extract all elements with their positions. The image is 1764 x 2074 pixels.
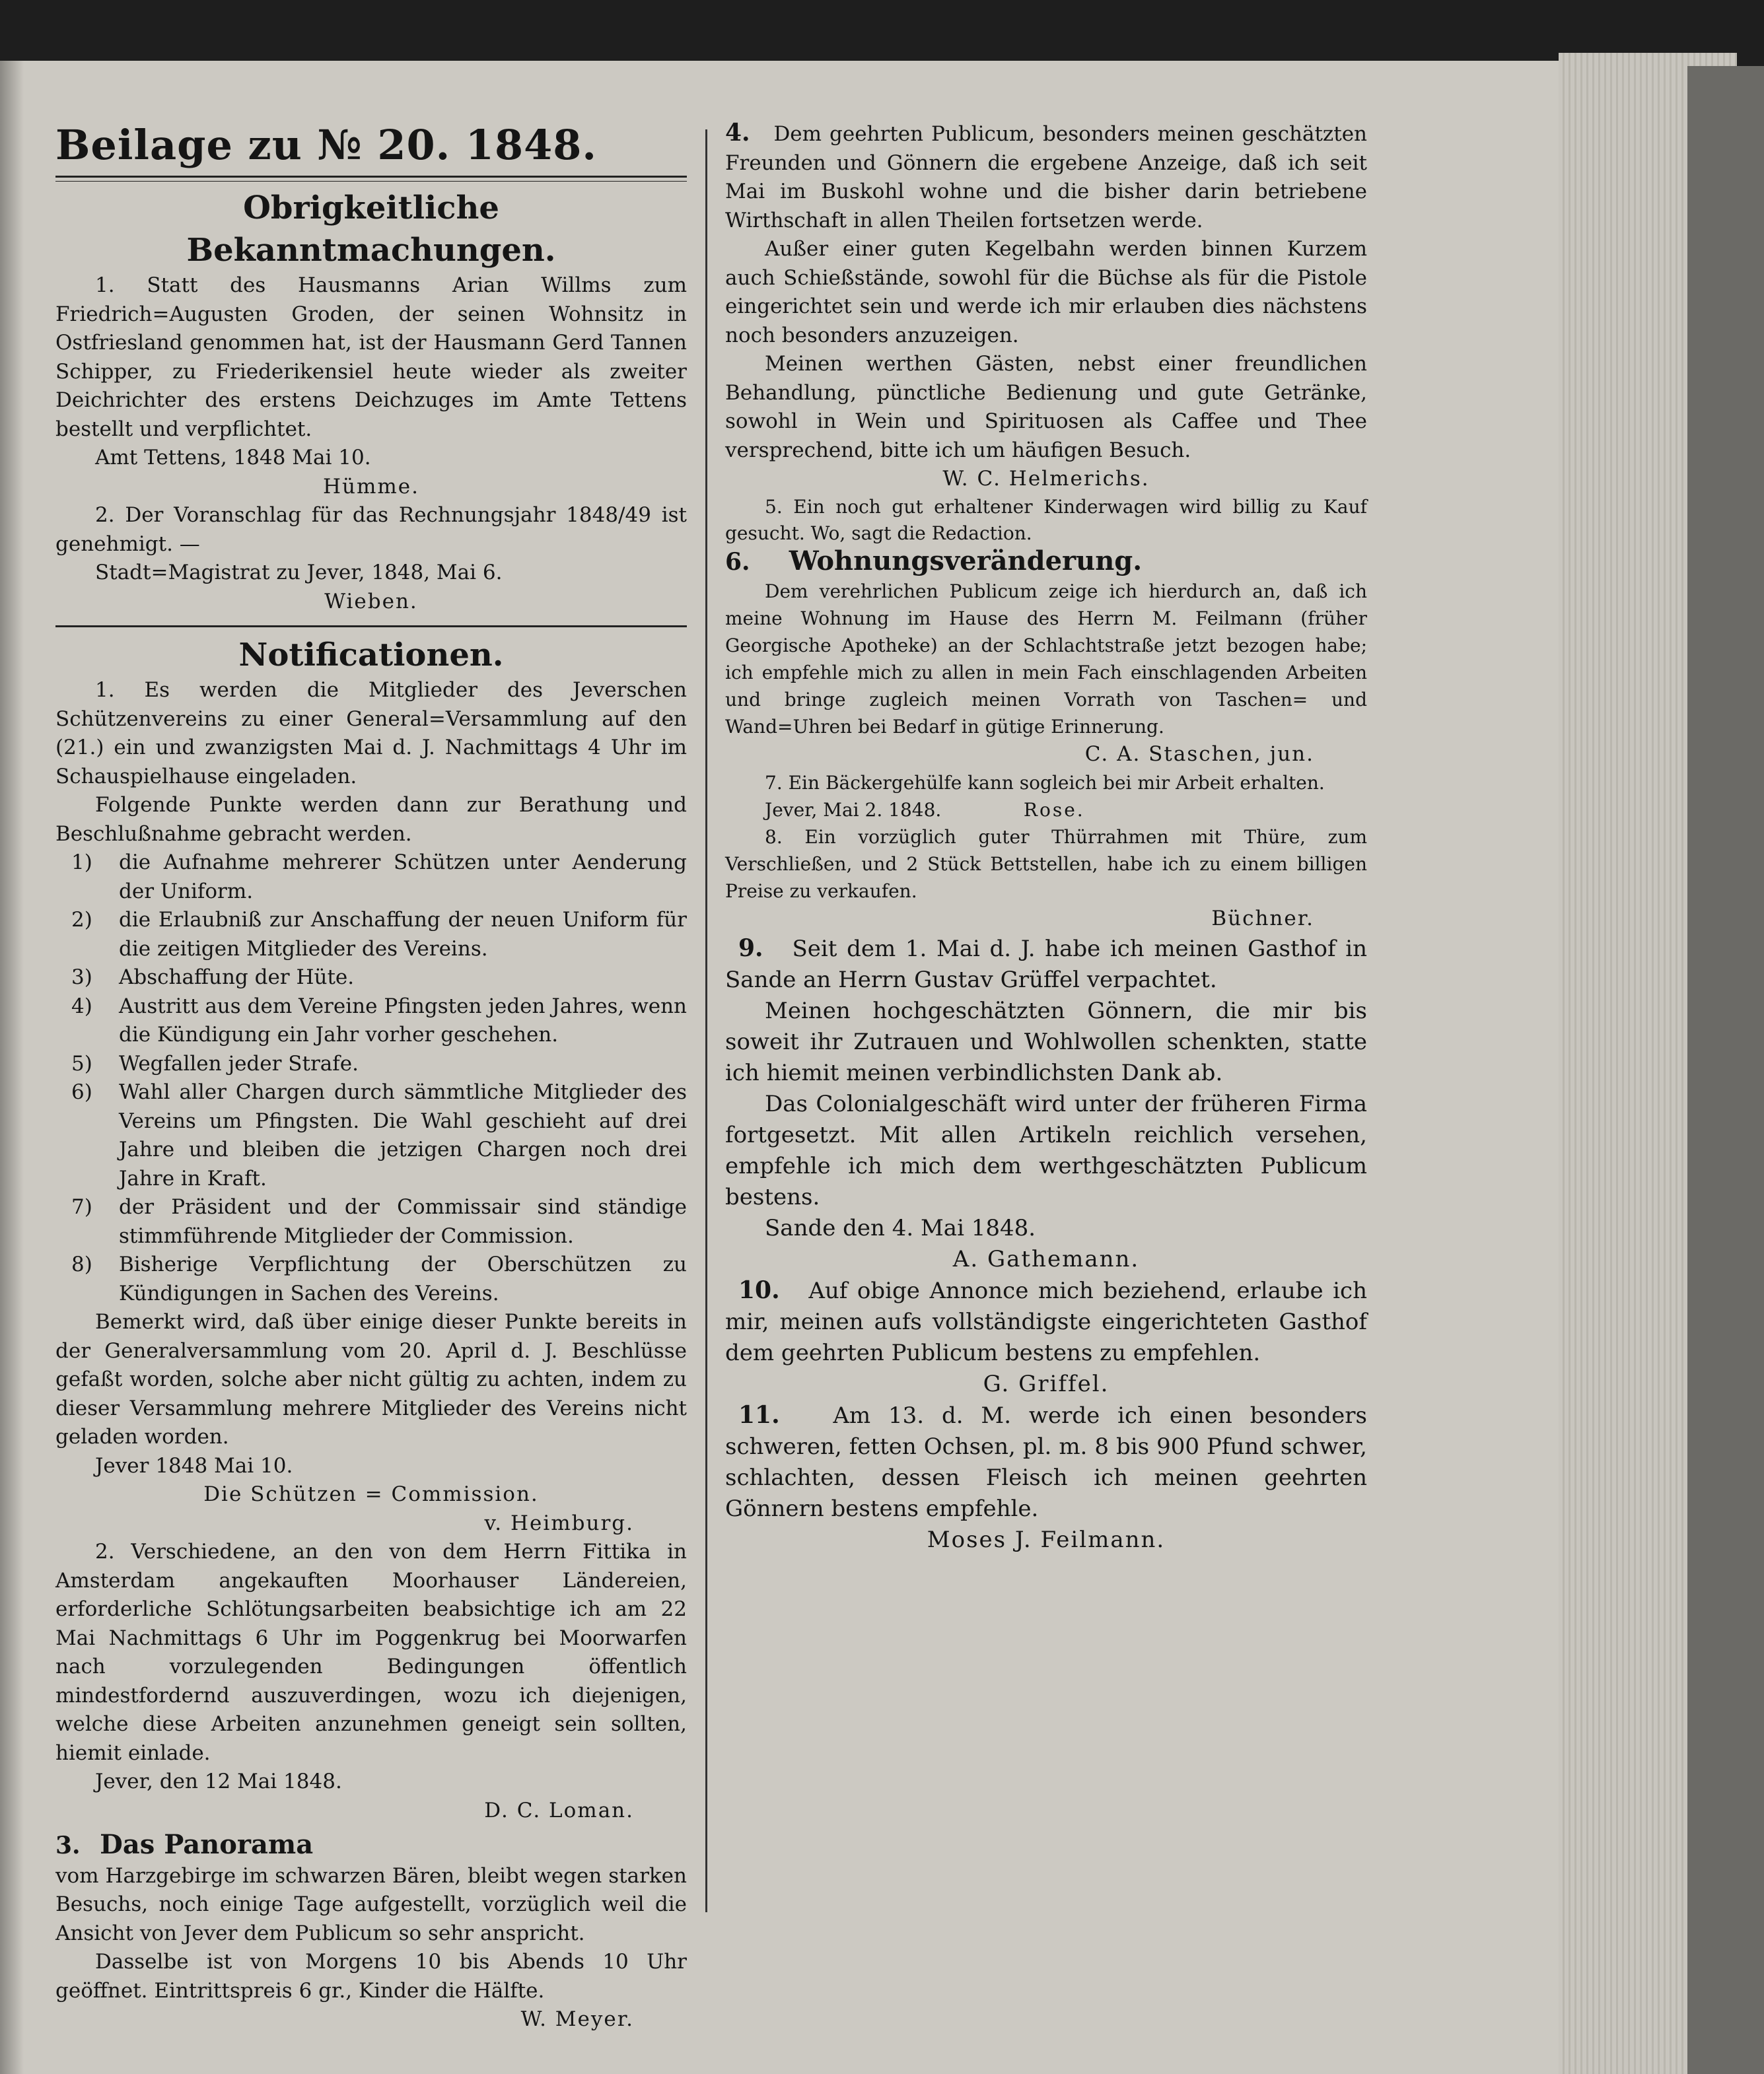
- ad-10-signature: G. Griffel.: [983, 1371, 1110, 1397]
- list-item: 5) Wegfallen jeder Strafe.: [71, 1051, 359, 1076]
- ad-9-signature: A. Gathemann.: [952, 1246, 1140, 1272]
- list-item: 1) die Aufnahme mehrerer Schützen unter Aenderung der Uniform.: [71, 850, 687, 903]
- ad-4: 4. Dem geehrten Publicum, besonders meinen geschätzten Freunden und Gönnern die ergebene Anzeige, daß ich seit Mai im Buskohl wohne und die bisher darin betriebene Wirthschaft in allen Theilen fortsetzen werde.: [725, 119, 1368, 232]
- notification-1-signature-2: v. Heimburg.: [484, 1511, 634, 1535]
- notice-2-signature: Wieben.: [324, 589, 418, 613]
- ad-11-signature: Moses J. Feilmann.: [927, 1527, 1166, 1553]
- ad-9-place: Sande den 4. Mai 1848.: [765, 1215, 1036, 1241]
- right-column: [725, 119, 1367, 1556]
- agenda-list: [55, 848, 687, 1308]
- title-rule: [55, 176, 687, 182]
- notification-1-remark: Bemerkt wird, daß über einige dieser Punkte bereits in der Generalversammlung vom 20. April d. J. Beschlüsse gefaßt worden, solche aber nicht gültig zu achten, indem zu dieser Versammlung mehrere Mitglieder des Vereins nicht geladen worden.: [55, 1310, 687, 1449]
- notification-2: 2. Verschiedene, an den von dem Herrn Fittika in Amsterdam angekauften Moorhauser Ländereien, erforderliche Schlötungsarbeiten beabsichtige ich am 22 Mai Nachmittags 6 Uhr im Poggenkrug bei Moorwarfen nach vorzulegenden Bedingungen öffentlich mindestfordernd auszuverdingen, wozu ich diejenigen, welche diese Arbeiten anzunehmen geneigt sein sollten, hiemit einlade.: [55, 1540, 687, 1765]
- notice-2: 2. Der Voranschlag für das Rechnungsjahr 1848/49 ist genehmigt. —: [55, 503, 687, 556]
- ad-9-c: Das Colonialgeschäft wird unter der früheren Firma fortgesetzt. Mit allen Artikeln reichlich versehen, empfehle ich mich dem werthgeschätzten Publicum bestens.: [725, 1091, 1367, 1210]
- section-official-title: Obrigkeitliche Bekanntmachungen.: [186, 190, 556, 269]
- section-rule: [55, 625, 687, 627]
- notification-1-signature-1: Die Schützen = Commission.: [203, 1482, 539, 1506]
- ad-7: 7. Ein Bäckergehülfe kann sogleich bei mir Arbeit erhalten.: [765, 771, 1325, 794]
- section-notifications-title: Notificationen.: [238, 637, 504, 674]
- ad-9: 9. Seit dem 1. Mai d. J. habe ich meinen Gasthof in Sande an Herrn Gustav Grüffel verpachtet.: [725, 934, 1367, 993]
- ad-6-signature: C. A. Staschen, jun.: [1084, 742, 1314, 766]
- ad-8: 8. Ein vorzüglich guter Thürrahmen mit Thüre, zum Verschließen, und 2 Stück Bettstellen, habe ich zu einem billigen Preise zu verkaufen.: [725, 825, 1367, 902]
- notice-1: 1. Statt des Hausmanns Arian Willms zum Friedrich=Augusten Groden, der seinen Wohnsitz in Ostfriesland genommen hat, ist der Hausmann Gerd Tannen Schipper, zu Friederikensiel heute wieder als zweiter Deichrichter des erstens Deichzuges im Amte Tettens bestellt und verpflichtet.: [55, 273, 687, 441]
- ad-6: Dem verehrlichen Publicum zeige ich hierdurch an, daß ich meine Wohnung im Hause des Herrn M. Feilmann (früher Georgische Apotheke) an der Schlachtstraße jetzt bezogen habe; ich empfehle mich zu allen in mein Fach einschlagenden Arbeiten und bringe zugleich meinen Vorrath von Taschen= und Wand=Uhren bei Bedarf in gütige Erinnerung.: [725, 580, 1367, 738]
- list-item: 8) Bisherige Verpflichtung der Oberschützen zu Kündigungen in Sachen des Vereins.: [71, 1253, 687, 1305]
- notification-1-intro: Folgende Punkte werden dann zur Berathung und Beschlußnahme gebracht werden.: [55, 793, 687, 846]
- notification-3: vom Harzgebirge im schwarzen Bären, bleibt wegen starken Besuchs, noch einige Tage aufgestellt, vorzüglich weil die Ansicht von Jever dem Publicum so sehr anspricht.: [55, 1863, 687, 1945]
- ad-6-heading: 6. Wohnungsveränderung.: [725, 545, 1143, 576]
- list-item: 3) Abschaffung der Hüte.: [71, 965, 355, 989]
- list-item: 6) Wahl aller Chargen durch sämmtliche Mitglieder des Vereins um Pfingsten. Die Wahl geschieht auf drei Jahre und bleiben die jetzigen Chargen noch drei Jahre in Kraft.: [71, 1080, 687, 1191]
- left-column: [55, 119, 687, 2034]
- ad-4-signature: W. C. Helmerichs.: [942, 467, 1150, 491]
- ad-10: 10. Auf obige Annonce mich beziehend, erlaube ich mir, meinen aufs vollständigste eingerichteten Gasthof dem geehrten Publicum bestens zu empfehlen.: [725, 1276, 1367, 1366]
- notification-2-place: Jever, den 12 Mai 1848.: [95, 1770, 342, 1793]
- column-divider: [705, 129, 707, 1912]
- ad-4-b: Außer einer guten Kegelbahn werden binnen Kurzem auch Schießstände, sowohl für die Büchse als für die Pistole eingerichtet sein und werde ich mir erlauben dies nächstens noch besonders anzuzeigen.: [725, 237, 1367, 347]
- notification-3-signature: W. Meyer.: [520, 2007, 634, 2031]
- page-gutter: [0, 61, 24, 2074]
- ad-5: 5. Ein noch gut erhaltener Kinderwagen wird billig zu Kauf gesucht. Wo, sagt die Redaction.: [725, 495, 1367, 544]
- notice-2-place: Stadt=Magistrat zu Jever, 1848, Mai 6.: [95, 561, 503, 584]
- notification-1-place: Jever 1848 Mai 10.: [95, 1453, 293, 1478]
- notice-1-place: Amt Tettens, 1848 Mai 10.: [95, 446, 371, 469]
- list-item: 2) die Erlaubniß zur Anschaffung der neuen Uniform für die zeitigen Mitglieder des Vereins.: [71, 908, 687, 961]
- page-title: Beilage zu № 20. 1848.: [55, 121, 597, 169]
- book-cover: [1687, 66, 1764, 2074]
- ad-8-signature: Büchner.: [1211, 906, 1314, 930]
- notification-1: 1. Es werden die Mitglieder des Jeverschen Schützenvereins zu einer General=Versammlung auf den (21.) ein und zwanzigsten Mai d. J. Nachmittags 4 Uhr im Schauspielhause eingeladen.: [55, 678, 687, 788]
- list-item: 4) Austritt aus dem Vereine Pfingsten jeden Jahres, wenn die Kündigung ein Jahr vorher geschehen.: [71, 994, 687, 1047]
- ad-4-c: Meinen werthen Gästen, nebst einer freundlichen Behandlung, pünctliche Bedienung und gute Getränke, sowohl in Wein und Spirituosen als Caffee und Thee versprechend, bitte ich um häufigen Besuch.: [725, 352, 1367, 462]
- notification-2-signature: D. C. Loman.: [484, 1798, 634, 1822]
- ad-9-b: Meinen hochgeschätzten Gönnern, die mir bis soweit ihr Zutrauen und Wohlwollen schenkten, statte ich hiemit meinen verbindlichsten Dank ab.: [725, 998, 1367, 1086]
- notice-1-signature: Hümme.: [323, 474, 419, 499]
- ad-7-place: Jever, Mai 2. 1848. Rose.: [765, 798, 1085, 821]
- ad-11: 11. Am 13. d. M. werde ich einen besonders schweren, fetten Ochsen, pl. m. 8 bis 900 Pfund schwer, schlachten, dessen Fleisch ich meinen geehrten Gönnern bestens empfehle.: [725, 1401, 1367, 1522]
- list-item: 7) der Präsident und der Commissair sind ständige stimmführende Mitglieder der Commission.: [71, 1195, 687, 1248]
- notification-3-heading: 3. Das Panorama: [55, 1829, 314, 1860]
- notification-3-hours: Dasselbe ist von Morgens 10 bis Abends 10 Uhr geöffnet. Eintrittspreis 6 gr., Kinder die Hälfte.: [55, 1950, 687, 2003]
